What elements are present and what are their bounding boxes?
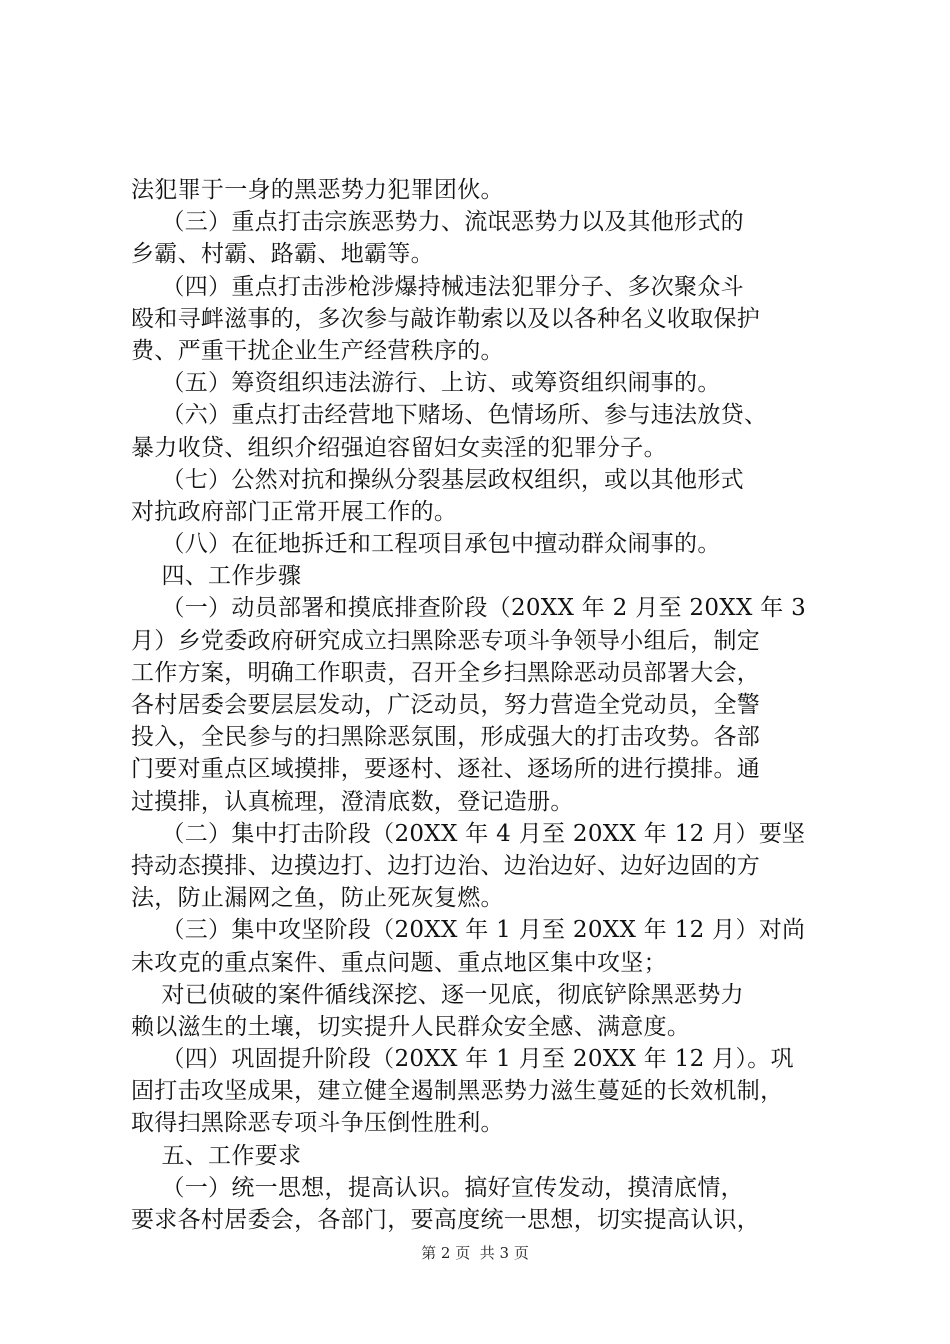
text-line: 投入，全民参与的扫黑除恶氛围，形成强大的打击攻势。各部 (131, 724, 761, 751)
text-line: （五）筹资组织违法游行、上访、或筹资组织闹事的。 (131, 370, 721, 397)
text-line: （六）重点打击经营地下赌场、色情场所、参与违法放贷、 (131, 402, 768, 429)
text-line: 乡霸、村霸、路霸、地霸等。 (131, 241, 434, 268)
page-number-footer: 第 2 页 共 3 页 (421, 1244, 529, 1262)
body-text (131, 174, 831, 1236)
text-line: 固打击攻坚成果，建立健全遏制黑恶势力滋生蔓延的长效机制， (131, 1078, 784, 1105)
text-line: 工作方案，明确工作职责，召开全乡扫黑除恶动员部署大会， (131, 659, 761, 686)
text-line: 取得扫黑除恶专项斗争压倒性胜利。 (131, 1110, 504, 1137)
text-line: （四）重点打击涉枪涉爆持械违法犯罪分子、多次聚众斗 (131, 273, 744, 300)
text-line: 月）乡党委政府研究成立扫黑除恶专项斗争领导小组后，制定 (131, 627, 761, 654)
text-line: 要求各村居委会，各部门，要高度统一思想，切实提高认识， (131, 1207, 761, 1233)
text-line: （一）动员部署和摸底排查阶段（20XX 年 2 月至 20XX 年 3 (131, 595, 807, 622)
text-line: 持动态摸排、边摸边打、边打边治、边治边好、边好边固的方 (131, 852, 761, 879)
text-line: 过摸排，认真梳理，澄清底数，登记造册。 (131, 788, 574, 815)
text-line: 法犯罪于一身的黑恶势力犯罪团伙。 (131, 177, 504, 203)
text-line: （七）公然对抗和操纵分裂基层政权组织，或以其他形式 (131, 466, 744, 493)
text-line: （三）集中攻坚阶段（20XX 年 1 月至 20XX 年 12 月）对尚 (131, 917, 806, 944)
text-line: （三）重点打击宗族恶势力、流氓恶势力以及其他形式的 (131, 209, 744, 236)
text-line: （四）巩固提升阶段（20XX 年 1 月至 20XX 年 12 月）。巩 (131, 1046, 794, 1073)
text-line: 费、严重干扰企业生产经营秩序的。 (131, 337, 504, 364)
text-line: 未攻克的重点案件、重点问题、重点地区集中攻坚； (131, 949, 667, 976)
text-line: 门要对重点区域摸排，要逐村、逐社、逐场所的进行摸排。通 (131, 756, 761, 783)
text-line: （八）在征地拆迁和工程项目承包中擅动群众闹事的。 (131, 531, 721, 558)
text-line: （一）统一思想，提高认识。搞好宣传发动，摸清底情， (131, 1174, 744, 1201)
text-line: 法，防止漏网之鱼，防止死灰复燃。 (131, 885, 504, 912)
text-line: 殴和寻衅滋事的，多次参与敲诈勒索以及以各种名义收取保护 (131, 305, 761, 332)
text-line: 对已侦破的案件循线深挖、逐一见底，彻底铲除黑恶势力 (131, 981, 744, 1008)
text-line: 暴力收贷、组织介绍强迫容留妇女卖淫的犯罪分子。 (131, 434, 667, 461)
text-line: 赖以滋生的土壤，切实提升人民群众安全感、满意度。 (131, 1013, 691, 1040)
section-heading: 四、工作步骤 (131, 563, 302, 590)
text-line: 对抗政府部门正常开展工作的。 (131, 498, 458, 525)
section-heading: 五、工作要求 (131, 1142, 302, 1169)
text-line: （二）集中打击阶段（20XX 年 4 月至 20XX 年 12 月）要坚 (131, 820, 806, 847)
text-line: 各村居委会要层层发动，广泛动员，努力营造全党动员，全警 (131, 692, 761, 718)
